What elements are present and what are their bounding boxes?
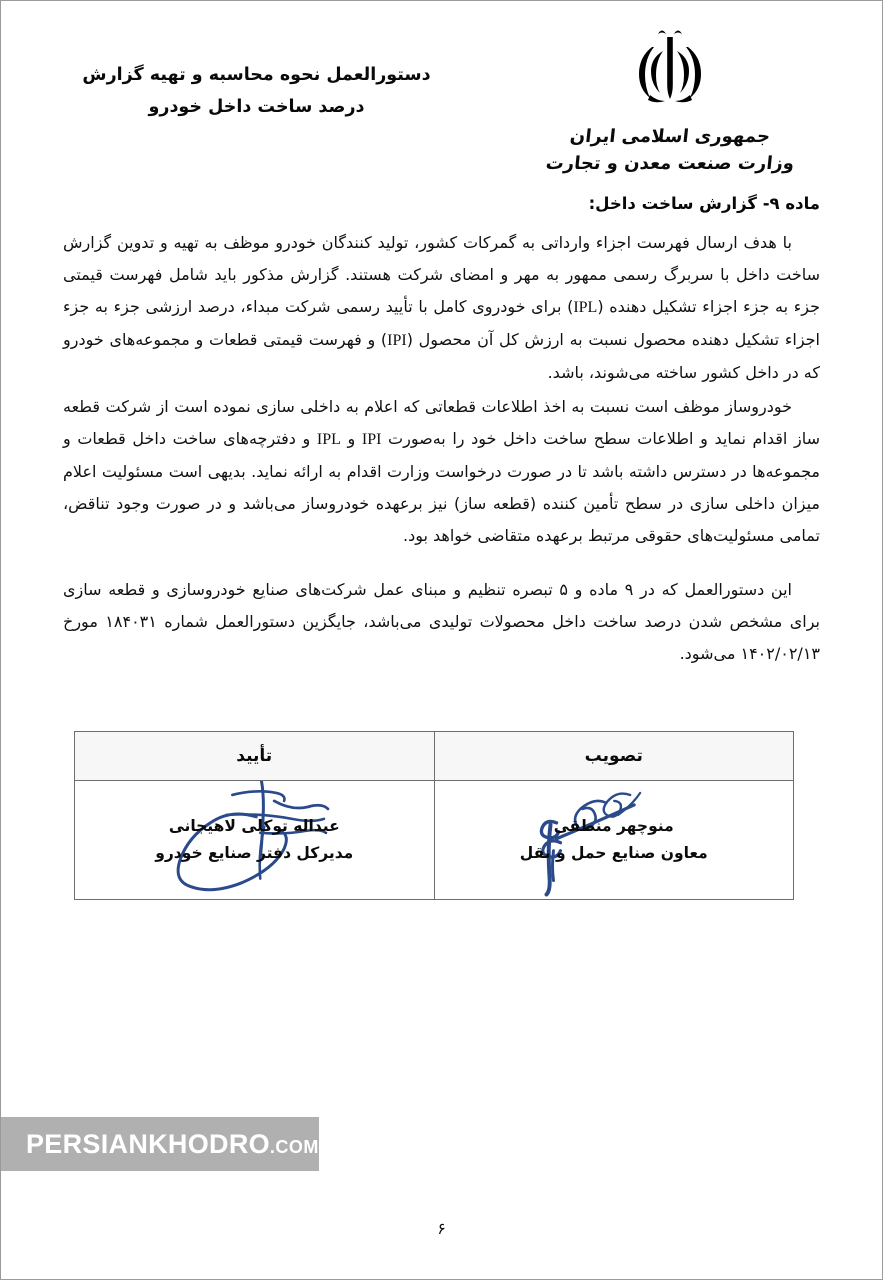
term-ipi-2: IPI bbox=[361, 431, 382, 449]
signature-names-confirmation bbox=[75, 813, 434, 867]
paragraph-2-text-b: و دفترچه‌های ساخت داخل قطعات و مجموعه‌ها در دسترس داشته باشد تا در صورت درخواست وزارت اقدام به ارائه نماید. بدیهی است مسئولیت اعلام میزان داخلی سازی در سطح تأمین کننده (قطعه ساز) نیز برعهده خودروساز می‌باشد و در صورت وجود تناقض، تمامی مسئولیت‌های حقوقی مرتبط برعهده متقاضی خواهد بود. bbox=[63, 429, 820, 546]
signature-cell-approval bbox=[434, 781, 794, 900]
signature-header-confirmation: تأیید bbox=[75, 732, 435, 781]
paragraph-2-text-a: خودروساز موظف است نسبت به اخذ اطلاعات قطعاتی که اعلام به داخلی سازی نموده است از شرکت قطعه ساز اقدام نماید و اطلاعات سطح ساخت داخل خود را به‌صورت bbox=[63, 397, 821, 449]
watermark-brand: PERSIANKHODRO bbox=[26, 1128, 270, 1159]
term-ipl-2: IPL bbox=[316, 431, 341, 449]
paragraph-1 bbox=[63, 227, 820, 389]
page-number: ۶ bbox=[437, 1219, 446, 1238]
paragraph-1-text-b: ) برای خودروی کامل با تأیید رسمی شرکت مبداء، درصد ارزشی جزء به جزء اجزاء تشکیل دهنده محصول نسبت به ارزش کل آن محصول ( bbox=[63, 297, 820, 350]
signature-table-body-row bbox=[75, 781, 794, 900]
document-title bbox=[61, 59, 452, 124]
signer-name-approval: منوچهر منطقی bbox=[553, 816, 674, 835]
paragraph-1-text-c: ) و فهرست قیمتی قطعات و مجموعه‌های خودرو که در داخل کشور ساخته می‌شوند، باشد. bbox=[63, 330, 820, 383]
paragraph-2 bbox=[63, 391, 820, 552]
organization-name-line-2: وزارت صنعت معدن و تجارت bbox=[544, 153, 796, 174]
paragraph-1-text-a: با هدف ارسال فهرست اجزاء وارداتی به گمرکات کشور، تولید کنندگان خودرو موظف به تهیه و تدوین گزارش ساخت داخل با سربرگ رسمی ممهور به مهر و امضای شرکت هستند. گزارش مذکور باید شامل فهرست قیمتی جزء به جزء اجزاء تشکیل دهنده ( bbox=[63, 233, 820, 317]
signature-table bbox=[74, 731, 794, 900]
term-ipl: IPL bbox=[573, 299, 598, 317]
watermark-banner bbox=[1, 1117, 319, 1171]
paragraph-3: این دستورالعمل که در ۹ ماده و ۵ تبصره تنظیم و مبنای عمل شرکت‌های صنایع خودروسازی و قطعه سازی برای مشخص شدن درصد ساخت داخل محصولات تولیدی می‌باشد، جایگزین دستورالعمل شماره ۱۸۴۰۳۱ مورخ ۱۴۰۲/۰۲/۱۳ می‌شود. bbox=[63, 580, 820, 664]
document-body bbox=[63, 191, 820, 672]
document-title-line-2: درصد ساخت داخل خودرو bbox=[148, 97, 365, 118]
section-heading-article-9: ماده ۹- گزارش ساخت داخل: bbox=[588, 194, 820, 213]
ministry-logo-block bbox=[520, 25, 820, 177]
paragraph-2-conjunction: و bbox=[340, 429, 362, 449]
signer-name-confirmation: عبداله توکلی لاهیجانی bbox=[168, 816, 340, 835]
organization-name-line-1: جمهوری اسلامی ایران bbox=[568, 126, 772, 147]
signature-header-approval: تصویب bbox=[434, 732, 794, 781]
signature-cell-confirmation bbox=[75, 781, 435, 900]
document-title-line-1: دستورالعمل نحوه محاسبه و تهیه گزارش bbox=[82, 65, 431, 85]
signer-role-approval: معاون صنایع حمل و نقل bbox=[519, 844, 708, 862]
watermark-text bbox=[26, 1129, 319, 1160]
watermark-tld: .COM bbox=[269, 1136, 319, 1157]
iran-emblem-icon bbox=[624, 25, 716, 111]
signature-table-header-row bbox=[75, 732, 794, 781]
signer-role-confirmation: مدیرکل دفتر صنایع خودرو bbox=[155, 844, 354, 862]
signature-names-approval bbox=[435, 813, 794, 867]
term-ipi: IPI bbox=[387, 332, 407, 350]
document-header bbox=[1, 19, 882, 179]
